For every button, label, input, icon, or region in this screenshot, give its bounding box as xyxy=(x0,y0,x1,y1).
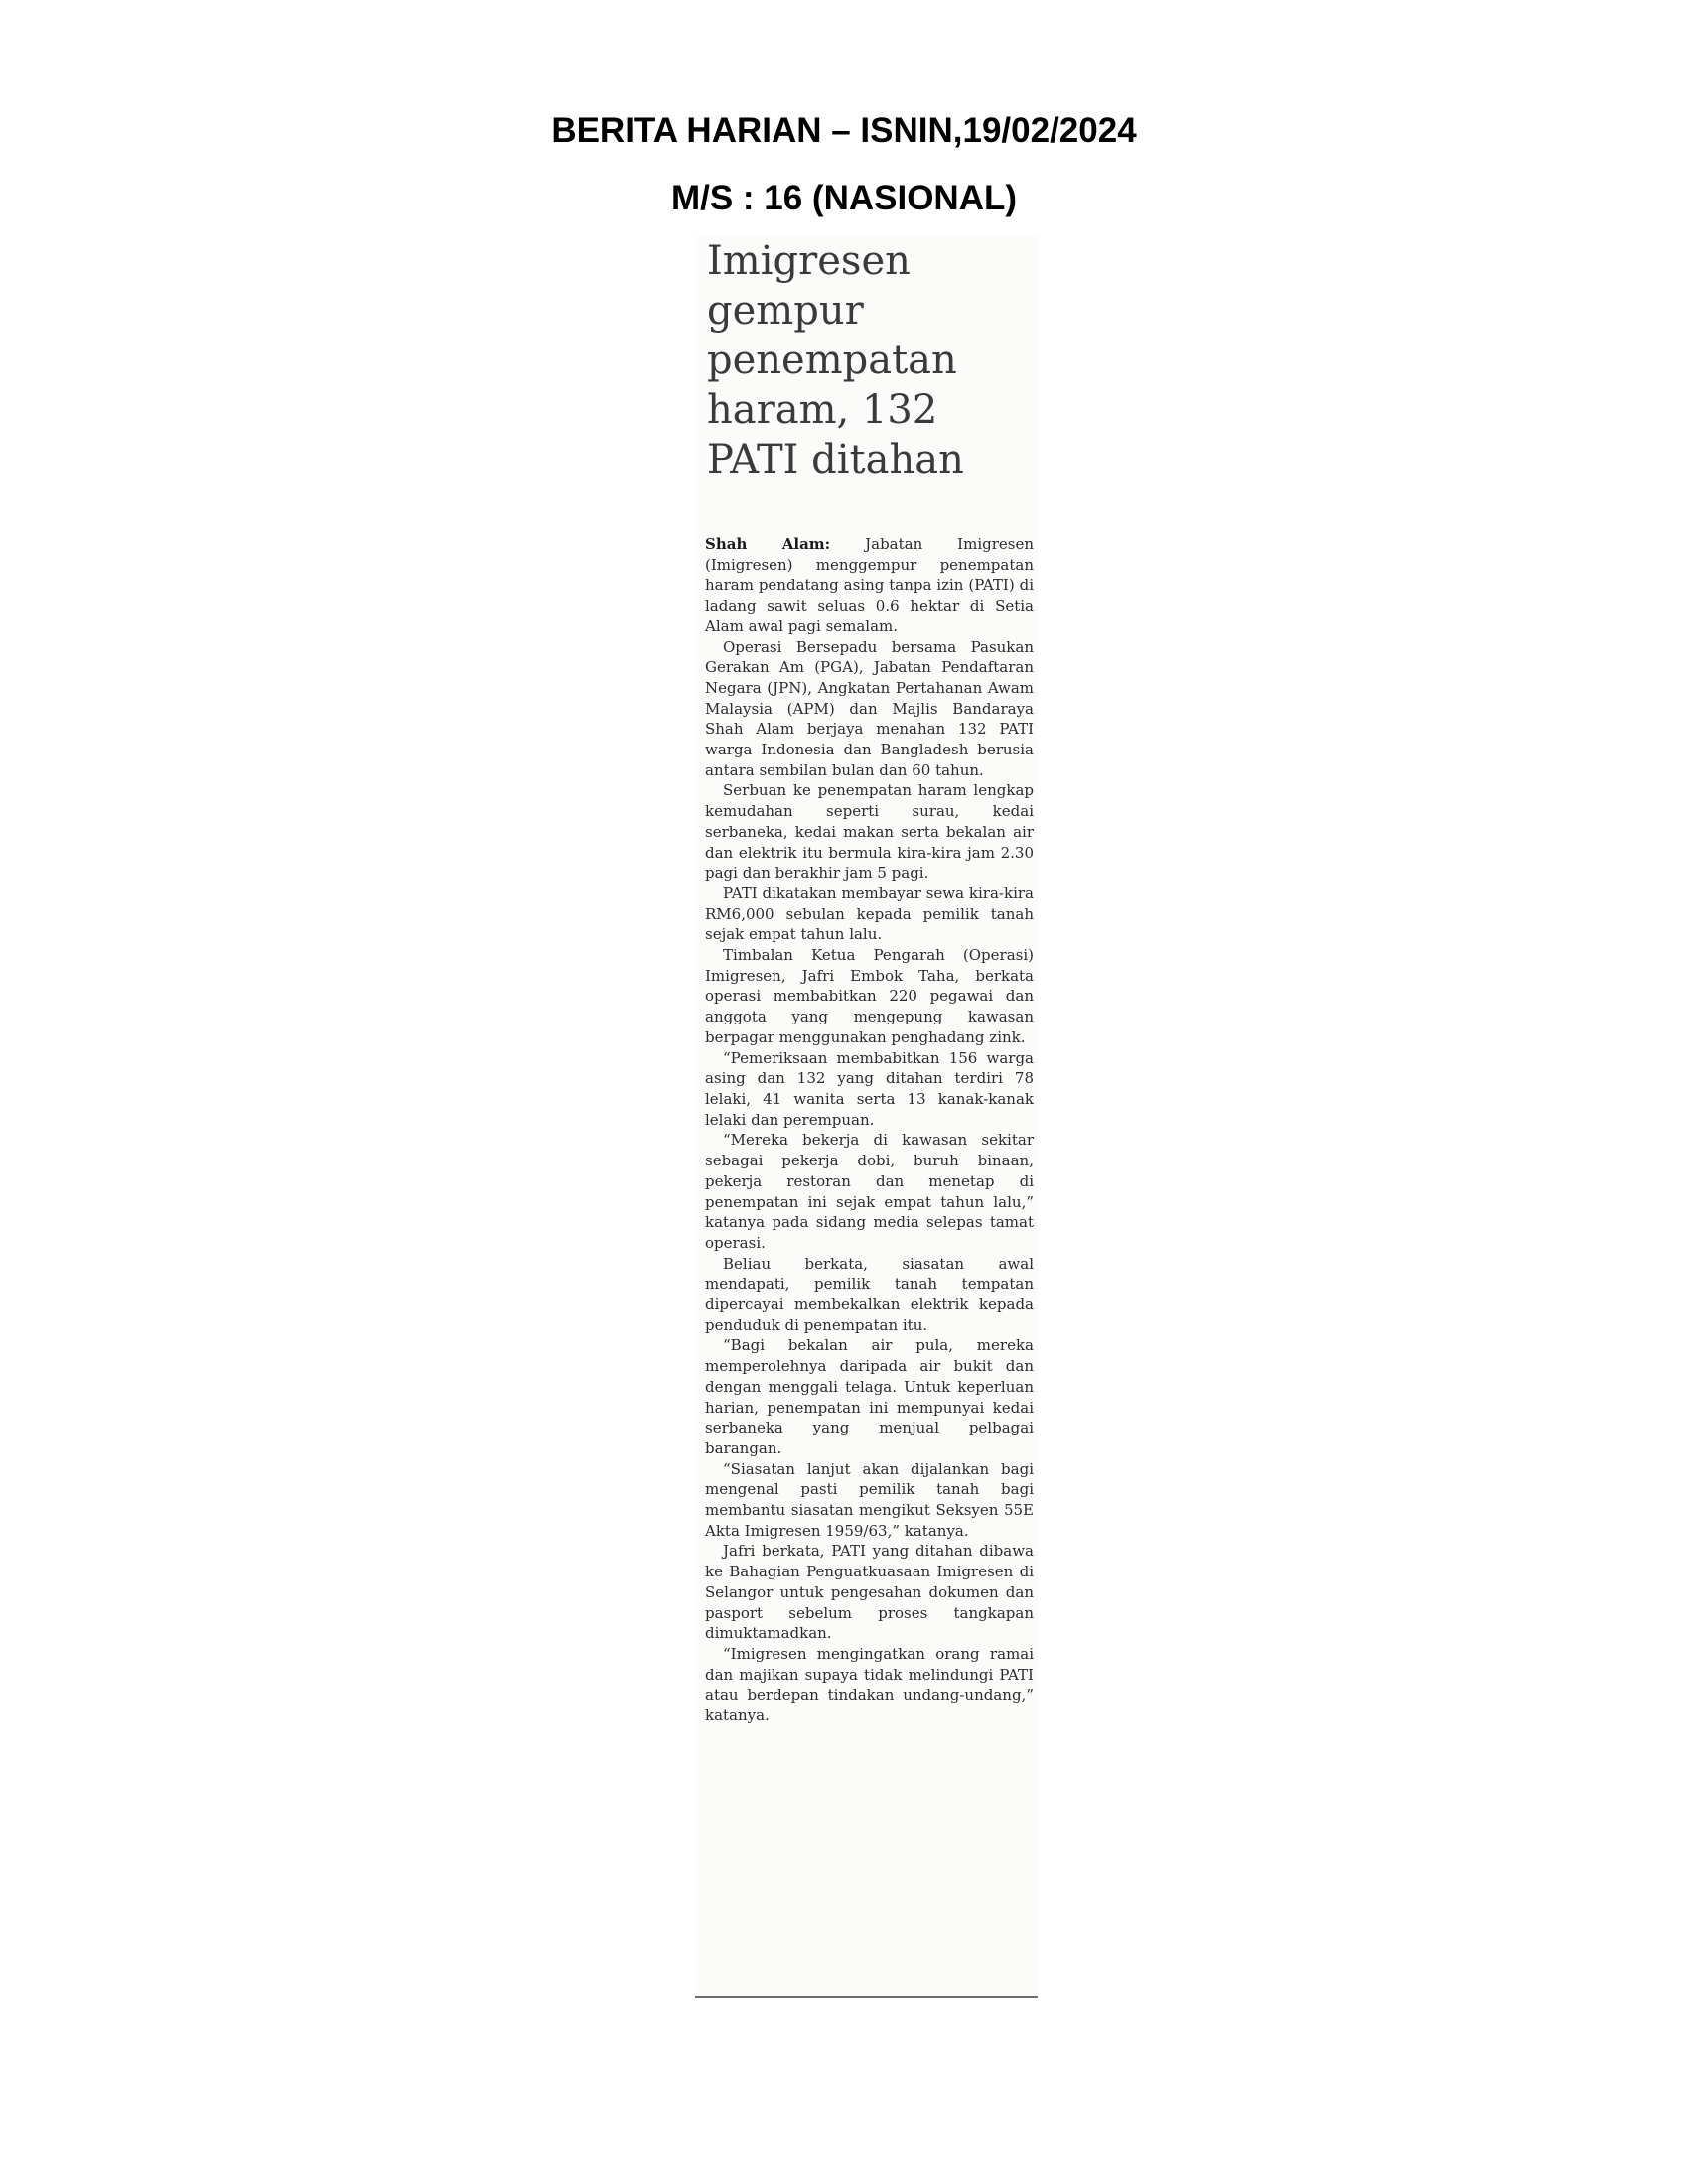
paragraph-text: Jabatan Imigresen (Imigresen) menggempur penempatan haram pendatang asing tanpa izin (PATI) di ladang sawit seluas 0.6 hektar di Setia Alam awal pagi semalam. xyxy=(705,535,1034,635)
article-body xyxy=(705,534,1034,1726)
article-paragraph: “Siasatan lanjut akan dijalankan bagi mengenal pasti pemilik tanah bagi membantu siasatan mengikut Seksyen 55E Akta Imigresen 1959/63,” katanya. xyxy=(705,1459,1034,1540)
article-paragraph: Jafri berkata, PATI yang ditahan dibawa ke Bahagian Penguatkuasaan Imigresen di Selangor untuk pengesahan dokumen dan pasport sebelum proses tangkapan dimuktamadkan. xyxy=(705,1542,1034,1643)
article-paragraph: “Bagi bekalan air pula, mereka memperolehnya daripada air bukit dan dengan menggali telaga. Untuk keperluan harian, penempatan ini mempunyai kedai serbaneka yang menjual pelbagai barangan. xyxy=(705,1336,1034,1457)
article-paragraph: “Imigresen mengingatkan orang ramai dan majikan supaya tidak melindungi PATI atau berdepan tindakan undang-undang,” katanya. xyxy=(705,1644,1034,1725)
article-paragraph: “Mereka bekerja di kawasan sekitar sebagai pekerja dobi, buruh binaan, pekerja restoran dan menetap di penempatan ini sejak empat tahun lalu,” katanya pada sidang media selepas tamat operasi. xyxy=(705,1131,1034,1252)
article-paragraph: “Pemeriksaan membabitkan 156 warga asing dan 132 yang ditahan terdiri 78 lelaki, 41 wanita serta 13 kanak-kanak lelaki dan perempuan. xyxy=(705,1048,1034,1129)
article-paragraph: PATI dikatakan membayar sewa kira-kira RM6,000 sebulan kepada pemilik tanah sejak empat tahun lalu. xyxy=(705,884,1034,944)
page-header-page: M/S : 16 (NASIONAL) xyxy=(670,179,1018,217)
article-dateline: Shah Alam: xyxy=(705,535,831,553)
article-paragraph: Beliau berkata, siasatan awal mendapati, pemilik tanah tempatan dipercayai membekalkan elektrik kepada penduduk di penempatan itu. xyxy=(705,1254,1034,1334)
article-headline: Imigresen gempur penempatan haram, 132 PATI ditahan xyxy=(707,238,964,482)
article-paragraph xyxy=(705,534,1034,637)
article-paragraph: Timbalan Ketua Pengarah (Operasi) Imigresen, Jafri Embok Taha, berkata operasi membabitkan 220 pegawai dan anggota yang mengepung kawasan berpagar menggunakan penghadang zink. xyxy=(705,946,1034,1046)
page-header-source: BERITA HARIAN – ISNIN,19/02/2024 xyxy=(551,111,1137,150)
article-paragraph: Serbuan ke penempatan haram lengkap kemudahan seperti surau, kedai serbaneka, kedai makan serta bekalan air dan elektrik itu bermula kira-kira jam 2.30 pagi dan berakhir jam 5 pagi. xyxy=(705,781,1034,883)
news-clipping xyxy=(695,236,1038,1998)
article-paragraph: Operasi Bersepadu bersama Pasukan Gerakan Am (PGA), Jabatan Pendaftaran Negara (JPN), Angkatan Pertahanan Awam Malaysia (APM) dan Majlis Bandaraya Shah Alam berjaya menahan 132 PATI warga Indonesia dan Bangladesh berusia antara sembilan bulan dan 60 tahun. xyxy=(705,637,1034,779)
bottom-rule xyxy=(695,1996,1038,1998)
